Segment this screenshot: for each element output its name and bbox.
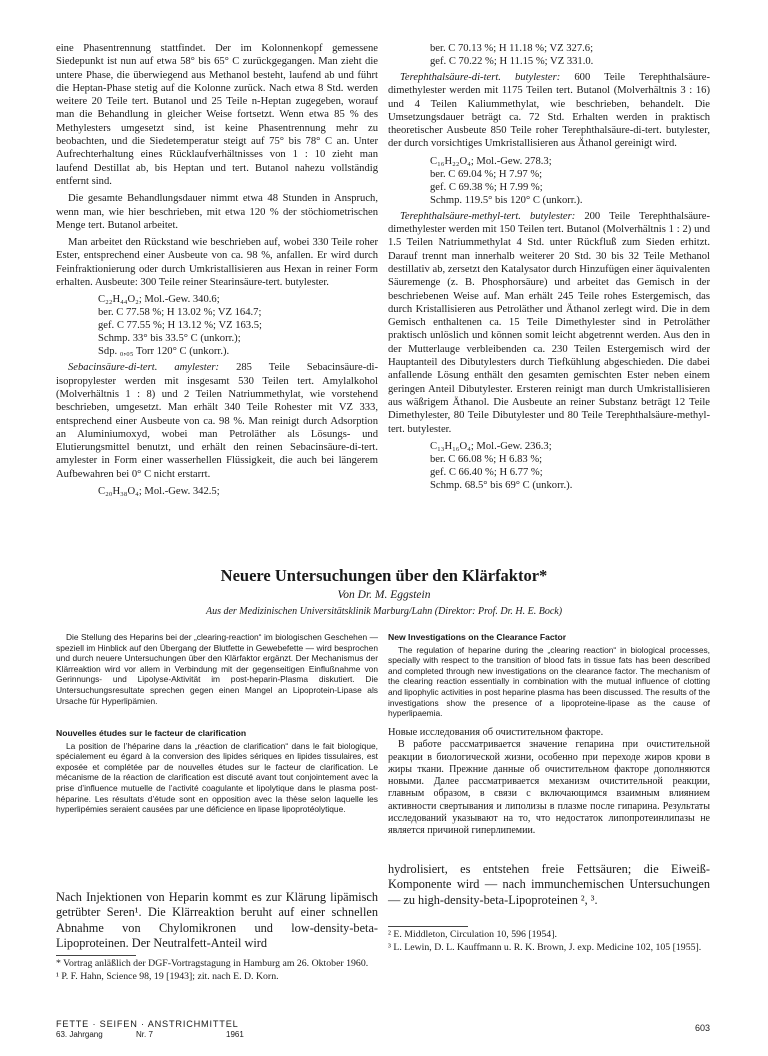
compound-name: Terephthalsäure-di-tert. butylester:: [400, 72, 561, 83]
formula-line: ber. C 69.04 %; H 7.97 %;: [430, 168, 543, 180]
page-number: 603: [694, 1023, 710, 1033]
abstract-russian: [388, 727, 710, 838]
body-text-left: Nach Injektionen von Heparin kommt es zur Klärung lipämisch getrübter Seren¹. Die Klärreaktion beruht auf einer schnellen Abnahme von Chylomikronen und low-density-beta-Lipoproteinen. Der Neutralfett-Anteil wird: [56, 890, 378, 951]
footnote-rule: [56, 955, 136, 956]
formula-line: C₁₃H₁₆O₄; Mol.-Gew. 236.3;: [430, 440, 552, 452]
abstract-text: La position de l’héparine dans la „réaction de clarification“ dans le fait biologique, spécialement eu égard à la conversion des lipides sériques en lipides tissulaires, est exposée et complétée par de nouvelles études sur le facteur de clarification. Le mécanisme de la réaction de clarification est discuté avant tout conjointement avec la prise d’influence mutuelle de l’activité coagulante et lipolytique dans le plasma post-héparine. Les résultats d’étude sont en opposition avec la thèse selon laquelle les hyperlipémies seraient causées par une déficience en lipase lipoprotéolytique.: [56, 740, 378, 815]
abstract-heading: New Investigations on the Clearance Factor: [388, 632, 567, 642]
abstract-text: В работе рассматривается значение гепарина при очистительной реакции в биологической жизни, особенно при переходе жиров крови в жиры ткани. Прежние данные об очистительном факторе дополняются новыми. Далее рассматривается механизм очистительной реакции, главным образом, в связи с включающимся взаимным влиянием активности свертывания и липолизы в плазме после гипарина. Результаты исследований указывают на то, что недостаток липопротеинлипазы не является причиной гиперлипемии.: [388, 739, 710, 837]
formula-line: C₂₀H₃₈O₄; Mol.-Gew. 342.5;: [98, 486, 220, 498]
formula-line: gef. C 66.40 %; H 6.77 %;: [430, 466, 543, 478]
formula-line: C₁₆H₂₂O₄; Mol.-Gew. 278.3;: [430, 155, 552, 167]
abstract-german: [56, 632, 378, 706]
formula-line: gef. C 77.55 %; H 13.12 %; VZ 163.5;: [98, 320, 262, 332]
formula-line: C₂₂H₄₄O₂; Mol.-Gew. 340.6;: [98, 294, 220, 306]
footnotes-left: [56, 958, 378, 983]
formula-block: [388, 42, 710, 68]
abstract-french: [56, 728, 378, 815]
paragraph: Die gesamte Behandlungsdauer nimmt etwa 48 Stunden in Anspruch, wenn man, wie hier beschrieben, mit etwa 120 % der stöchiometrischen Menge tert. Butanol arbeitet.: [56, 193, 378, 231]
article-author: Von Dr. M. Eggstein: [337, 589, 431, 601]
body-text-right: hydrolisiert, es entstehen freie Fettsäuren; die Eiweiß-Komponente wird — nach immunchemischen Untersuchungen — zu high-density-beta-Lipoproteinen ², ³.: [388, 862, 710, 907]
compound-name: Sebacinsäure-di-tert. amylester:: [68, 362, 220, 374]
formula-block: [56, 485, 378, 498]
paragraph: [388, 71, 710, 151]
footnote-rule: [388, 926, 468, 927]
formula-block: [56, 293, 378, 358]
footnotes-right: [388, 929, 710, 954]
formula-line: ber. C 77.58 %; H 13.02 %; VZ 164.7;: [98, 307, 262, 319]
paragraph: [388, 210, 710, 436]
article-affiliation: Aus der Medizinischen Universitätsklinik Marburg/Lahn (Direktor: Prof. Dr. H. E. Bock): [205, 606, 563, 617]
right-column: [388, 42, 710, 495]
paragraph: eine Phasentrennung stattfindet. Der im Kolonnenkopf gemessene Siedepunkt ist nun auf etwa 58° bis 65° C zurückgegangen. Man zieht die untere Phase, die überwiegend aus Methanol besteht, laufend ab und führt die Heptan-Phase stetig auf die Kolonne zurück. Nach etwa 8 Std. werden weitere 20 Teile tert. Butanol und 25 Teile n-Heptan zugegeben, worauf man die Behandlung in gleicher Weise fortsetzt. Wenn etwa 85 % des Methylesters umgesetzt sind, ist keine Phasentrennung mehr zu beobachten, und die Siedetemperatur steigt auf 75° bis 78° C an. Unter Aufrechterhaltung eines Rücklaufverhältnisses von 1 : 10 zieht man laufend Destillat ab, bis Heptan und tert. Butanol nahezu vollständig entfernt sind.: [56, 43, 378, 187]
formula-line: gef. C 70.22 %; H 11.15 %; VZ 331.0.: [430, 56, 594, 67]
formula-line: gef. C 69.38 %; H 7.99 %;: [430, 181, 543, 193]
formula-line: ber. C 70.13 %; H 11.18 %; VZ 327.6;: [430, 43, 594, 54]
abstract-english: [388, 632, 710, 719]
article-title: Neuere Untersuchungen über den Klärfaktor*: [220, 566, 548, 585]
journal-volume: 63. Jahrgang: [56, 1030, 103, 1039]
journal-name: FETTE · SEIFEN · ANSTRICHMITTEL: [56, 1019, 239, 1029]
abstract-heading: Новые исследования об очистительном факторе.: [388, 727, 604, 738]
paragraph-text: 285 Teile Sebacinsäure-di-isopropylester werden mit insgesamt 530 Teilen tert. Amylalkohol (Molverhältnis 1 : 8) und 2 Teilen Natriummethylat, wie vorstehend beschrieben, umgesetzt. Man erhält 340 Teile Rohester mit VZ 333, entsprechend einer Ausbeute von ca. 98 %. Man reinigt durch Adsorption an Aluminiumoxyd, wobei man Petroläther als Lösungs- und Elutierungsmittel benutzt, und erhält den reinen Sebacinsäure-di-tert. amylester in Form einer wasserhellen Flüssigkeit, die auch bei längerem Aufbewahren bei 0° C nicht erstarrt.: [56, 362, 378, 480]
formula-line: Schmp. 33° bis 33.5° C (unkorr.);: [98, 333, 241, 345]
abstract-heading: Nouvelles études sur le facteur de clarification: [56, 728, 247, 738]
formula-line: Sdp. ₀,₀₅ Torr 120° C (unkorr.).: [98, 346, 230, 358]
formula-block: [388, 155, 710, 207]
paragraph: [56, 361, 378, 481]
footnote: * Vortrag anläßlich der DGF-Vortragstagung in Hamburg am 26. Oktober 1960.: [56, 958, 369, 969]
formula-block: [388, 440, 710, 492]
paragraph-text: 600 Teile Terephthalsäure-dimethylester werden mit 1175 Teilen tert. Butanol (Molverhältnis 3 : 16) und 4 Teilen Kaliummethylat, wie beschrieben, behandelt. Die Umsetzungsdauer beträgt ca. 72 Std. Erhalten werden in praktisch theoretischer Ausbeute 850 Teile roher Terephthalsäure-di-tert. butylester, der durch vorsichtiges Umkristallisieren aus Äthanol gereinigt wird.: [388, 72, 710, 150]
abstract-text: Die Stellung des Heparins bei der „clearing-reaction“ im biologischen Geschehen — speziell im Hinblick auf den Übergang der Blutfette in Gewebefette — wird besprochen und durch neuere Untersuchungen über den Klärfaktor ergänzt. Der Mechanismus der Klärreaktion wird vor allem in Verbindung mit der gegenseitigen Einflußnahme von Gerinnungs- und Lipolyse-Aktivität im post-heparin-Plasma diskutiert. Die Untersuchungsresultate sprechen gegen einen Mangel an Lipoprotein-Lipase als Ursache für Hyperlipämien.: [56, 632, 378, 706]
journal-year: 1961: [226, 1030, 244, 1039]
abstract-text: The regulation of heparine during the „clearing reaction“ in biological processes, specially with respect to the transition of blood fats in tissue fats has been described and completed through new investigations on the clearance factor. The mechanism of the clearing reaction essentially in combination with the mutual influence of clotting and lipophylic activities in post heparine plasma has been discussed. The results of the investigations show the presence of a lipoproteine-lipase as the cause of hyperlipaemia.: [388, 644, 711, 719]
formula-line: ber. C 66.08 %; H 6.83 %;: [430, 453, 543, 465]
footnote: ¹ P. F. Hahn, Science 98, 19 [1943]; zit. nach E. D. Korn.: [56, 970, 279, 982]
formula-line: Schmp. 68.5° bis 69° C (unkorr.).: [430, 479, 573, 491]
paragraph-text: 200 Teile Terephthalsäure-dimethylester werden mit 150 Teilen tert. Butanol (Molverhältnis 1 : 2) und 1.5 Teilen Natriummethylat 4 Std. unter Rückfluß zum Sieden erhitzt. Darauf trennt man innerhalb weiterer 20 Std. 30 bis 32 Teile Methanol destillativ ab, zersetzt den Katalysator durch Hinzufügen einer äquivalenten Säuremenge (z. B. Phosphorsäure) und arbeitet das Gemisch in der beschriebenen Weise auf. Man erhält 245 Teile rohes Estergemisch, das durch Kristallisieren aus Petroläther und Äthanol zerlegt wird. Die in dem Gemisch enthaltenen ca. 15 Teile Dimethylester sind in Petroläther praktisch unlöslich und können somit leicht abgetrennt werden. Aus den in der Mutterlauge verbleibenden ca. 230 Teilen Estergemisch wird der Hauptanteil des Dibutylesters durch Tiefkühlung abgeschieden. Die dabei anfallende Lösung enthält den gesamten gemischten Ester neben einem geringen Anteil Dibutylester. Ersteren reinigt man durch Umkristallisieren aus wäßrigem Äthanol. Die Ausbeute an reiner Substanz beträgt 12 Teile Dimethylester, 80 Teile Dibutylester und 80 Teile Terephthalsäure-methyl-tert. butylester.: [388, 210, 710, 435]
paragraph: Man arbeitet den Rückstand wie beschrieben auf, wobei 330 Teile roher Ester, entsprechend einer Ausbeute von ca. 98 %, anfallen. Er wird durch Feinfraktionierung oder durch Umkristallisieren aus Hexan in reiner Form erhalten. Ausbeute: 300 Teile reiner Stearinsäure-tert. butylester.: [56, 237, 378, 289]
journal-issue-line: [56, 1030, 276, 1039]
compound-name: Terephthalsäure-methyl-tert. butylester:: [400, 210, 576, 222]
footnote: ³ L. Lewin, D. L. Kauffmann u. R. K. Brown, J. exp. Medicine 102, 105 [1955].: [388, 941, 702, 953]
footnote: ² E. Middleton, Circulation 10, 596 [1954].: [388, 929, 557, 940]
journal-issue: Nr. 7: [136, 1030, 153, 1039]
formula-line: Schmp. 119.5° bis 120° C (unkorr.).: [430, 194, 583, 206]
left-column: [56, 42, 378, 501]
